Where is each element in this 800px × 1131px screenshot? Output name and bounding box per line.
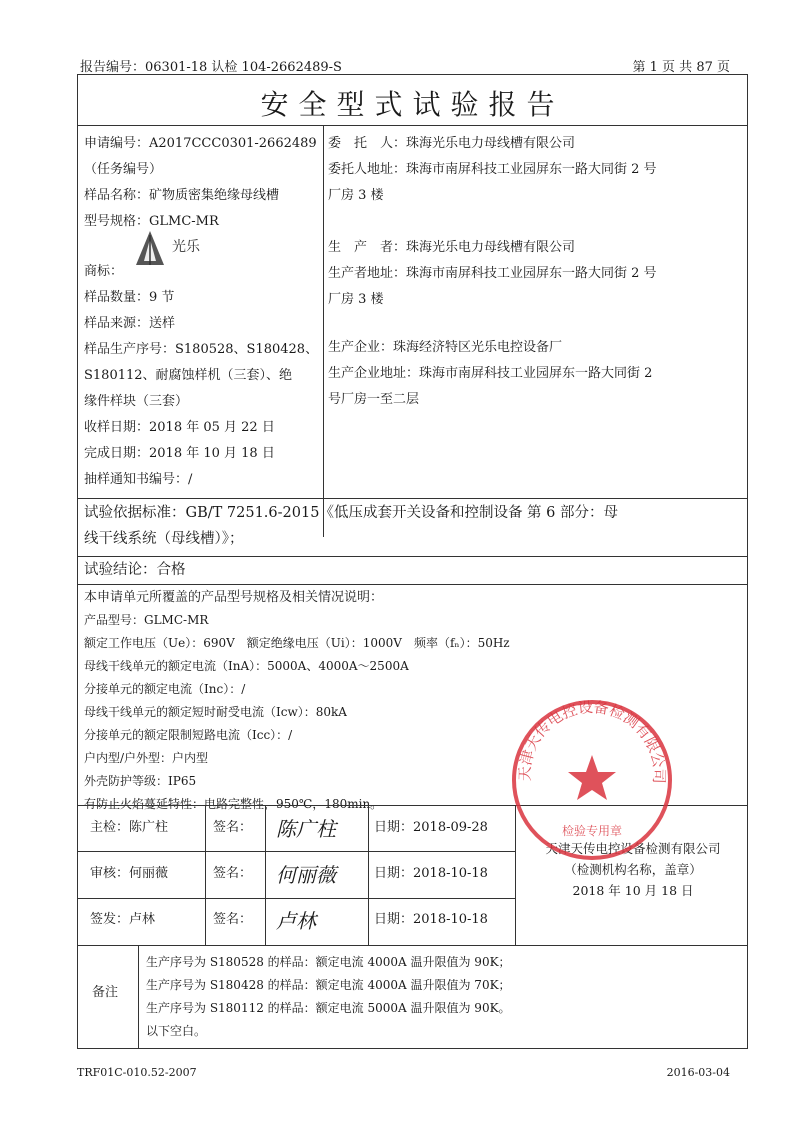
reviewer: 审核：何丽薇	[90, 866, 169, 881]
chief-inspector: 主检：陈广柱	[90, 820, 169, 835]
producer-address-2: 厂房 3 楼	[328, 292, 384, 307]
page-info: 第 1 页 共 87 页	[632, 60, 730, 75]
divider	[78, 945, 747, 946]
official-stamp	[507, 695, 677, 865]
producer-address: 生产者地址：珠海市南屏科技工业园屏东一路大同街 2 号	[328, 266, 657, 281]
report-frame	[77, 74, 748, 1049]
receive-date: 收样日期：2018 年 05 月 22 日	[84, 420, 275, 435]
divider	[265, 805, 266, 945]
brand-logo	[128, 225, 218, 275]
sign-label: 签名：	[213, 912, 253, 927]
signature-reviewer: 何丽薇	[276, 863, 336, 887]
report-title: 安全型式试验报告	[260, 88, 565, 121]
factory-address-2: 号厂房一至二层	[328, 392, 420, 407]
org-name: 天津天传电控设备检测有限公司	[545, 841, 721, 856]
divider	[323, 125, 324, 537]
remark-line: 生产序号为 S180112 的样品：额定电流 5000A 温升限值为 90K。	[146, 1001, 511, 1015]
sign-label: 签名：	[213, 820, 253, 835]
date-chief: 日期：2018-09-28	[374, 820, 488, 835]
remark-line: 生产序号为 S180428 的样品：额定电流 4000A 温升限值为 70K；	[146, 978, 511, 992]
sampling-notice: 抽样通知书编号：/	[84, 472, 193, 487]
date-reviewer: 日期：2018-10-18	[374, 866, 488, 881]
coverage-line: 额定工作电压（Ue）：690V 额定绝缘电压（Ui）：1000V 频率（fₙ）：50Hz	[84, 636, 510, 650]
test-conclusion: 试验结论：合格	[84, 562, 186, 578]
coverage-line: 户内型/户外型：户内型	[84, 751, 209, 765]
sample-serial-1: 样品生产序号：S180528、S180428、	[84, 342, 319, 357]
client-address: 委托人地址：珠海市南屏科技工业园屏东一路大同街 2 号	[328, 162, 657, 177]
report-number: 报告编号：06301-18 认检 104-2662489-S	[80, 60, 342, 75]
test-standard-2: 线干线系统（母线槽）》；	[84, 531, 244, 547]
coverage-line: 产品型号：GLMC-MR	[84, 613, 209, 627]
org-date: 2018 年 10 月 18 日	[572, 883, 694, 898]
coverage-line: 母线干线单元的额定电流（InA）：5000A、4000A～2500A	[84, 659, 409, 673]
task-no-label: （任务编号）	[84, 162, 163, 177]
sign-label: 签名：	[213, 866, 253, 881]
client: 委 托 人：珠海光乐电力母线槽有限公司	[328, 136, 576, 151]
factory: 生产企业：珠海经济特区光乐电控设备厂	[328, 340, 563, 355]
divider	[78, 898, 515, 899]
client-address-2: 厂房 3 楼	[328, 188, 384, 203]
sample-quantity: 样品数量：9 节	[84, 290, 175, 305]
divider	[78, 851, 515, 852]
trademark-label: 商标：	[84, 264, 124, 279]
stamp-org-text: 天津天传电控设备检测有限公司	[515, 698, 669, 784]
signature-chief: 陈广柱	[276, 817, 336, 841]
star-icon	[568, 755, 616, 800]
divider	[78, 498, 747, 499]
divider	[78, 125, 747, 126]
footer-form-code: TRF01C-010.52-2007	[77, 1066, 197, 1079]
producer: 生 产 者：珠海光乐电力母线槽有限公司	[328, 240, 576, 255]
sample-source: 样品来源：送样	[84, 316, 176, 331]
coverage-line: 外壳防护等级：IP65	[84, 774, 197, 788]
remarks-label: 备注	[92, 985, 119, 1000]
remark-line: 以下空白。	[146, 1024, 207, 1038]
stamp-sub-text: 检验专用章	[561, 824, 623, 838]
logo-text: 光乐	[172, 239, 200, 255]
coverage-heading: 本申请单元所覆盖的产品型号规格及相关情况说明：	[84, 590, 384, 605]
divider	[138, 945, 139, 1049]
remark-line: 生产序号为 S180528 的样品：额定电流 4000A 温升限值为 90K；	[146, 955, 511, 969]
test-standard-1: 试验依据标准：GB/T 7251.6-2015《低压成套开关设备和控制设备 第 6 部分：母	[84, 505, 618, 521]
issuer: 签发：卢林	[90, 912, 156, 927]
complete-date: 完成日期：2018 年 10 月 18 日	[84, 446, 275, 461]
coverage-line: 母线干线单元的额定短时耐受电流（Icw）：80kA	[84, 705, 347, 719]
factory-address: 生产企业地址：珠海市南屏科技工业园屏东一路大同街 2	[328, 366, 653, 381]
date-issuer: 日期：2018-10-18	[374, 912, 488, 927]
sample-serial-2: S180112、耐腐蚀样机（三套）、绝	[84, 368, 293, 383]
footer-date: 2016-03-04	[666, 1066, 730, 1079]
application-no: 申请编号：A2017CCC0301-2662489	[84, 136, 317, 151]
sample-name: 样品名称：矿物质密集绝缘母线槽	[84, 188, 280, 203]
signature-issuer: 卢林	[276, 909, 316, 933]
coverage-line: 分接单元的额定限制短路电流（Icc）：/	[84, 728, 293, 742]
divider	[368, 805, 369, 945]
coverage-line: 有防止火焰蔓延特性：电路完整性，950℃，180min。	[84, 797, 383, 811]
sample-serial-3: 缘件样块（三套）	[84, 394, 189, 409]
divider	[205, 805, 206, 945]
model-spec: 型号规格：GLMC-MR	[84, 214, 219, 229]
coverage-line: 分接单元的额定电流（Inc）：/	[84, 682, 246, 696]
org-seal-note: （检测机构名称，盖章）	[564, 862, 702, 877]
